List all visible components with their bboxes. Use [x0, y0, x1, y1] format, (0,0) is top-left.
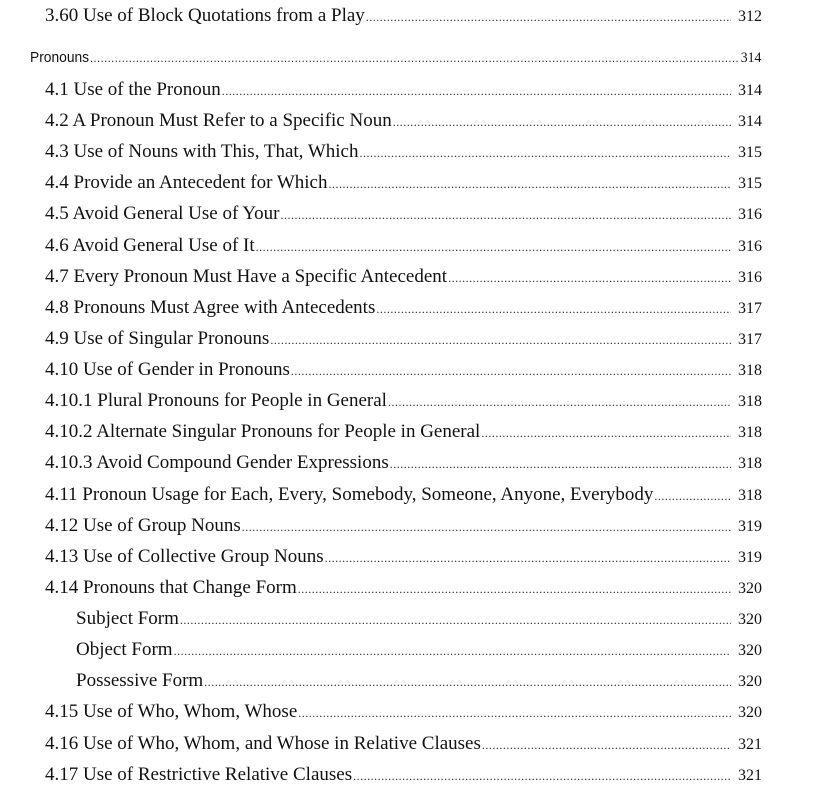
toc-subentry-title: Possessive Form: [76, 670, 204, 691]
dot-leader: [325, 546, 731, 570]
toc-entry-page: 318: [738, 487, 762, 504]
toc-entry-page: 315: [738, 175, 762, 192]
dot-leader: [256, 235, 731, 259]
toc-entry-title: 4.12 Use of Group Nouns: [45, 515, 241, 536]
toc-entry-title: 4.16 Use of Who, Whom, and Whose in Relative Clauses: [45, 733, 481, 754]
dot-leader: [393, 110, 731, 134]
dot-leader: [390, 452, 731, 476]
dot-leader: [353, 764, 731, 788]
toc-entry-page: 317: [738, 300, 762, 317]
toc-entry[interactable]: [45, 358, 762, 382]
toc-subentry-page: 320: [738, 611, 762, 628]
toc-entry[interactable]: [45, 763, 762, 787]
toc-entry-title: 4.14 Pronouns that Change Form: [45, 577, 297, 598]
toc-entry[interactable]: [45, 451, 762, 475]
dot-leader: [270, 328, 731, 352]
toc-entry-page: 318: [738, 455, 762, 472]
toc-entry[interactable]: [45, 389, 762, 413]
toc-section-title: Pronouns: [30, 49, 90, 66]
toc-entry-page: 316: [738, 206, 762, 223]
toc-entry-page: 318: [738, 362, 762, 379]
dot-leader: [366, 5, 731, 29]
toc-entry-title: 4.17 Use of Restrictive Relative Clauses: [45, 764, 353, 785]
dot-leader: [654, 484, 731, 508]
toc-entry-page: 320: [738, 704, 762, 721]
toc-entry-title: 4.13 Use of Collective Group Nouns: [45, 546, 324, 567]
toc-entry[interactable]: [45, 514, 762, 538]
toc-entry-page: 318: [738, 393, 762, 410]
toc-entry[interactable]: [45, 420, 762, 444]
toc-entry-page: 317: [738, 331, 762, 348]
dot-leader: [482, 733, 731, 757]
toc-entry[interactable]: [45, 327, 762, 351]
toc-entry[interactable]: [45, 265, 762, 289]
toc-section-page: 314: [740, 50, 762, 66]
toc-subentry-page: 320: [738, 673, 762, 690]
dot-leader: [242, 515, 731, 539]
toc-entry-page: 314: [738, 82, 762, 99]
toc-entry-title: 4.2 A Pronoun Must Refer to a Specific Noun: [45, 110, 392, 131]
dot-leader: [359, 141, 731, 165]
toc-entry-page: 319: [738, 518, 762, 535]
toc-entry-page: 314: [738, 113, 762, 130]
dot-leader: [376, 297, 731, 321]
toc-entry-title: 4.7 Every Pronoun Must Have a Specific Antecedent: [45, 266, 448, 287]
dot-leader: [481, 421, 731, 445]
toc-entry-page: 315: [738, 144, 762, 161]
toc-entry-page: 312: [738, 8, 762, 25]
toc-entry-page: 319: [738, 549, 762, 566]
dot-leader: [388, 390, 731, 414]
dot-leader: [90, 46, 737, 70]
toc-entry[interactable]: [45, 171, 762, 195]
toc-subentry-title: Subject Form: [76, 608, 179, 629]
toc-entry-title: 4.15 Use of Who, Whom, Whose: [45, 701, 298, 722]
toc-entry-title: 4.10 Use of Gender in Pronouns: [45, 359, 290, 380]
toc-entry[interactable]: [45, 234, 762, 258]
toc-entry-page: 316: [738, 238, 762, 255]
toc-subentry[interactable]: [76, 669, 762, 693]
dot-leader: [328, 172, 731, 196]
dot-leader: [174, 639, 731, 663]
dot-leader: [281, 203, 732, 227]
dot-leader: [298, 701, 731, 725]
toc-entry[interactable]: [45, 140, 762, 164]
toc-entry-title: 4.10.1 Plural Pronouns for People in General: [45, 390, 387, 411]
toc-entry[interactable]: [45, 576, 762, 600]
toc-entry-page: 321: [738, 736, 762, 753]
toc-entry-title: 4.10.3 Avoid Compound Gender Expressions: [45, 452, 389, 473]
toc-section-heading[interactable]: [30, 46, 761, 70]
toc-entry-title: 4.4 Provide an Antecedent for Which: [45, 172, 328, 193]
toc-entry-title: 4.9 Use of Singular Pronouns: [45, 328, 270, 349]
toc-entry[interactable]: [45, 296, 762, 320]
toc-entry-page: 316: [738, 269, 762, 286]
toc-subentry-page: 320: [738, 642, 762, 659]
dot-leader: [222, 79, 731, 103]
toc-entry-title: 4.10.2 Alternate Singular Pronouns for People in General: [45, 421, 481, 442]
toc-entry[interactable]: [45, 4, 762, 28]
toc-entry-title: 4.3 Use of Nouns with This, That, Which: [45, 141, 359, 162]
toc-entry-page: 321: [738, 767, 762, 784]
toc-subentry-title: Object Form: [76, 639, 173, 660]
toc-entry[interactable]: [45, 109, 762, 133]
dot-leader: [448, 266, 731, 290]
toc-entry-title: 4.5 Avoid General Use of Your: [45, 203, 280, 224]
toc-entry-title: 4.8 Pronouns Must Agree with Antecedents: [45, 297, 376, 318]
toc-entry-page: 320: [738, 580, 762, 597]
toc-entry-title: 4.1 Use of the Pronoun: [45, 79, 221, 100]
toc-entry-title: 4.11 Pronoun Usage for Each, Every, Somebody, Someone, Anyone, Everybody: [45, 484, 654, 505]
toc-entry[interactable]: [45, 78, 762, 102]
dot-leader: [204, 670, 731, 694]
toc-entry[interactable]: [45, 732, 762, 756]
toc-entry-title: 3.60 Use of Block Quotations from a Play: [45, 5, 365, 26]
toc-entry[interactable]: [45, 700, 762, 724]
toc-subentry[interactable]: [76, 638, 762, 662]
dot-leader: [298, 577, 731, 601]
toc-entry[interactable]: [45, 545, 762, 569]
toc-entry-title: 4.6 Avoid General Use of It: [45, 235, 255, 256]
toc-subentry[interactable]: [76, 607, 762, 631]
dot-leader: [180, 608, 731, 632]
toc-entry-page: 318: [738, 424, 762, 441]
dot-leader: [291, 359, 731, 383]
toc-entry[interactable]: [45, 483, 762, 507]
toc-entry[interactable]: [45, 202, 762, 226]
